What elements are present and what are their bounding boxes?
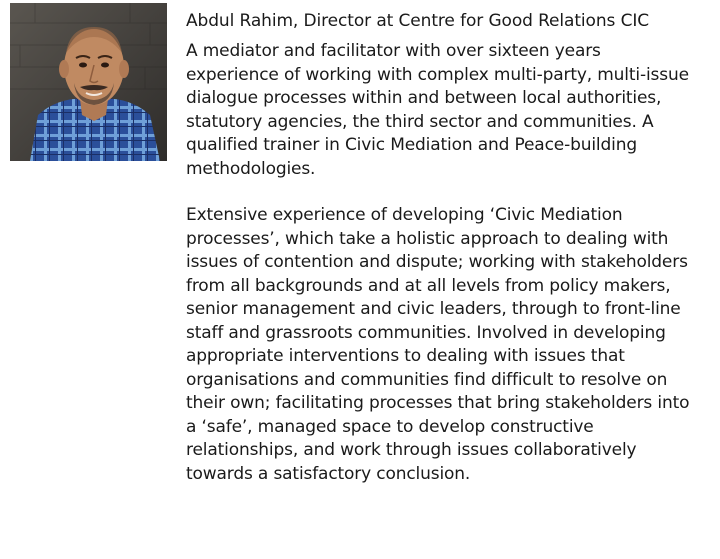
portrait-photo <box>10 3 167 161</box>
profile-photo <box>10 3 167 161</box>
bio-p2-line: organisations and communities find difficult to resolve on <box>186 369 668 390</box>
bio-paragraph-1 <box>186 40 716 181</box>
bio-paragraph-2 <box>186 204 716 486</box>
bio-p2-line: a ‘safe’, managed space to develop constructive <box>186 416 594 437</box>
bio-p2-line: Extensive experience of developing ‘Civic Mediation <box>186 205 623 225</box>
name-title: Abdul Rahim, Director at Centre for Good Relations CIC <box>186 11 650 31</box>
bio-p2-line: processes’, which take a holistic approach to dealing with <box>186 228 669 249</box>
bio-p2-line: towards a satisfactory conclusion. <box>186 463 471 484</box>
bio-p2-line: relationships, and work through issues collaboratively <box>186 440 637 460</box>
bio-p2-line: staff and grassroots communities. Involved in developing <box>186 322 666 343</box>
bio-p1-line: statutory agencies, the third sector and communities. A <box>186 111 654 132</box>
paragraph-spacer <box>186 181 716 204</box>
bio-section <box>186 8 716 486</box>
bio-p2-line: senior management and civic leaders, through to front-line <box>186 299 681 319</box>
bio-p1-line: qualified trainer in Civic Mediation and Peace-building <box>186 135 637 155</box>
bio-p2-line: from all backgrounds and at all levels from policy makers, <box>186 275 671 296</box>
bio-p1-line: A mediator and facilitator with over sixteen years <box>186 41 601 61</box>
bio-p1-line: methodologies. <box>186 158 316 179</box>
bio-p2-line: appropriate interventions to dealing with issues that <box>186 346 625 366</box>
bio-p2-line: their own; facilitating processes that bring stakeholders into <box>186 393 690 413</box>
bio-p1-line: experience of working with complex multi-party, multi-issue <box>186 64 689 85</box>
bio-p1-line: dialogue processes within and between local authorities, <box>186 88 662 108</box>
bio-p2-line: issues of contention and dispute; working with stakeholders <box>186 252 688 272</box>
